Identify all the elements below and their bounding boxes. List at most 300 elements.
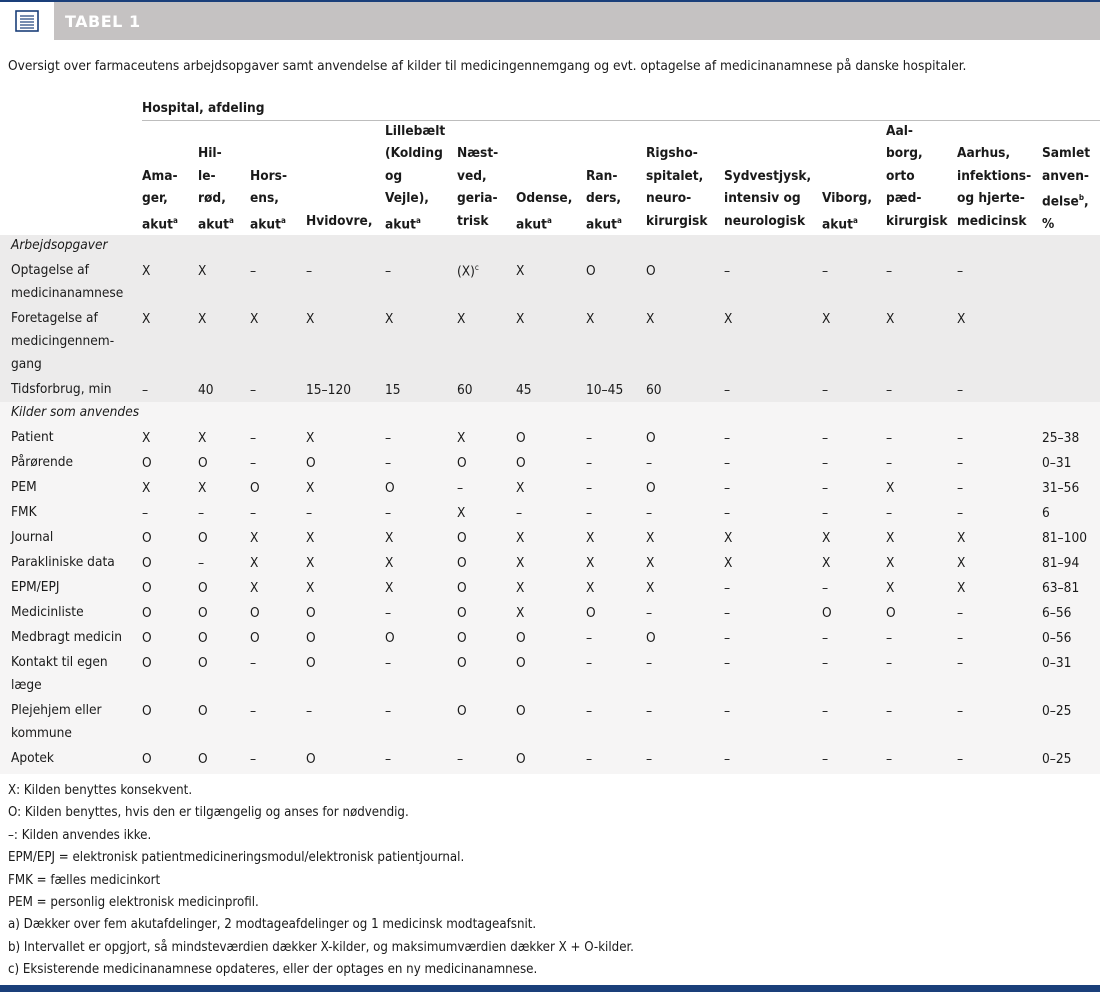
- table-cell: X: [516, 605, 525, 621]
- table-cell: X: [516, 530, 525, 546]
- table-cell: O: [586, 263, 596, 279]
- column-header-line: og hjerte-: [957, 190, 1025, 206]
- table-cell: X: [822, 555, 831, 571]
- row-label: [11, 426, 54, 449]
- table-cell: 81–94: [1042, 555, 1080, 571]
- table-cell: 0–25: [1042, 751, 1072, 767]
- table-cell: O: [306, 605, 316, 621]
- table-cell: –: [198, 555, 205, 571]
- table-cell: 15: [385, 382, 401, 398]
- column-header-line: akut$^a$: [142, 215, 178, 233]
- table-cell: –: [724, 430, 731, 446]
- table-cell: X: [646, 580, 655, 596]
- table-cell: X: [306, 555, 315, 571]
- table-cell: O: [457, 655, 467, 671]
- column-header-line: Lillebælt: [385, 122, 446, 139]
- table-cell: X: [250, 530, 259, 546]
- row-label-line: PEM: [11, 479, 37, 495]
- table-cell: X: [586, 580, 595, 596]
- table-cell: 0–31: [1042, 655, 1072, 671]
- table-cell: O: [142, 455, 152, 471]
- table-cell: O: [250, 605, 260, 621]
- table-cell: O: [457, 703, 467, 719]
- table-cell: –: [646, 751, 653, 767]
- table-cell: –: [142, 505, 149, 521]
- table-cell: O: [306, 655, 316, 671]
- table-cell: –: [957, 455, 964, 471]
- table-cell: –: [306, 263, 313, 279]
- row-label: [11, 378, 112, 401]
- table-cell: –: [586, 655, 593, 671]
- table-cell: –: [516, 505, 523, 521]
- table-cell: X: [250, 580, 259, 596]
- column-header: [306, 210, 373, 233]
- table-cell: –: [646, 455, 653, 471]
- table-cell: –: [886, 751, 893, 767]
- row-label: [11, 576, 59, 599]
- table-cell: –: [457, 751, 464, 767]
- table-cell: X: [457, 430, 466, 446]
- table-cell: –: [822, 655, 829, 671]
- footnote-marker: a: [616, 215, 622, 225]
- table-cell: 15–120: [306, 382, 352, 398]
- column-header-line: neuro-: [646, 190, 692, 206]
- table-cell: 60: [646, 382, 662, 398]
- table-cell: O: [886, 605, 896, 621]
- row-label: [11, 699, 102, 745]
- table-cell: O: [198, 605, 208, 621]
- column-header-line: neurologisk: [724, 212, 806, 229]
- table-cell: –: [957, 751, 964, 767]
- footnote-line: –: Kilden anvendes ikke.: [8, 827, 152, 843]
- column-header-line: orto: [886, 167, 915, 184]
- table-cell: O: [516, 703, 526, 719]
- column-header-line: Næst-: [457, 145, 499, 161]
- table-cell: –: [250, 505, 257, 521]
- table-cell: X: [886, 555, 895, 571]
- footnote-marker: a: [546, 215, 552, 225]
- column-header-line: intensiv og: [724, 190, 801, 206]
- footnote-marker: a: [415, 215, 421, 225]
- column-header-line: ens,: [250, 190, 279, 206]
- table-cell: X: [516, 480, 525, 496]
- column-header: [586, 165, 622, 236]
- table-cell: –: [822, 703, 829, 719]
- row-label-line: FMK: [11, 504, 37, 520]
- table-cell: X: [957, 555, 966, 571]
- column-header-line: kirurgisk: [646, 212, 708, 229]
- table-cell: O: [306, 630, 316, 646]
- table-cell: O: [646, 430, 656, 446]
- column-header-line: borg,: [886, 145, 923, 161]
- column-header-line: Aal-: [886, 122, 913, 139]
- table-cell: –: [822, 505, 829, 521]
- bottom-rule: [0, 985, 1100, 992]
- table-cell: X: [724, 530, 733, 546]
- table-cell: –: [385, 430, 392, 446]
- table-cell: X: [306, 430, 315, 446]
- footnote-line: X: Kilden benyttes konsekvent.: [8, 783, 193, 798]
- table-cell: –: [646, 703, 653, 719]
- table-cell: –: [385, 703, 392, 719]
- row-label-line: Kontakt til egen: [11, 654, 108, 670]
- table-cell: O: [250, 480, 260, 496]
- column-header-line: akut$^a$: [586, 215, 622, 233]
- table-cell: –: [724, 630, 731, 646]
- table-cell: X: [586, 311, 595, 327]
- column-header-line: rød,: [198, 190, 226, 206]
- table-cell: O: [385, 480, 395, 496]
- table-cell: O: [385, 630, 395, 646]
- table-cell: X: [516, 311, 525, 327]
- table-cell: X: [586, 555, 595, 571]
- table-cell: O: [142, 555, 152, 571]
- column-header-line: Viborg,: [822, 190, 873, 206]
- table-cell: O: [516, 751, 526, 767]
- column-header-line: pæd-: [886, 190, 922, 206]
- column-header: [646, 142, 707, 232]
- table-cell: –: [586, 430, 593, 446]
- table-cell: –: [306, 703, 313, 719]
- table-cell: –: [886, 263, 893, 279]
- table-cell: X: [250, 311, 259, 327]
- table-cell: 0–31: [1042, 455, 1072, 471]
- column-header-line: akut$^a$: [385, 215, 421, 233]
- table-cell: X: [516, 263, 525, 279]
- table-cell: X: [250, 555, 259, 571]
- column-header-line: Hvidovre,: [306, 212, 373, 229]
- table-cell: X: [957, 311, 966, 327]
- footnote-marker: c: [474, 263, 479, 272]
- table-cell: X: [142, 311, 151, 327]
- table-cell: X: [142, 263, 151, 279]
- row-label-line: kommune: [11, 725, 72, 741]
- table-cell: X: [516, 555, 525, 571]
- table-cell: –: [385, 605, 392, 621]
- table-cell: X: [886, 580, 895, 596]
- table-cell: 40: [198, 382, 214, 398]
- row-label-line: Foretagelse af: [11, 310, 98, 326]
- table-cell: X: [724, 555, 733, 571]
- table-cell: –: [822, 263, 829, 279]
- column-header-line: kirurgisk: [886, 212, 948, 229]
- column-header: [457, 142, 498, 232]
- table-cell: –: [457, 480, 464, 496]
- column-header-line: (Kolding: [385, 145, 443, 161]
- table-cell: X: [306, 311, 315, 327]
- table-cell: –: [957, 605, 964, 621]
- table-cell: X: [586, 530, 595, 546]
- footnote-line: a) Dækker over fem akutafdelinger, 2 modtageafdelinger og 1 medicinsk modtageafsnit.: [8, 917, 537, 933]
- table-cell: 31–56: [1042, 480, 1080, 496]
- table-cell: –: [385, 263, 392, 279]
- footnote-marker: a: [852, 215, 858, 225]
- table-cell: –: [957, 505, 964, 521]
- column-header-line: ders,: [586, 190, 622, 206]
- column-header: [886, 120, 947, 233]
- row-label-line: Journal: [11, 529, 54, 545]
- table-cell: –: [198, 505, 205, 521]
- table-cell: O: [306, 751, 316, 767]
- table-label: TABEL 1: [65, 12, 141, 31]
- table-cell: X: [886, 530, 895, 546]
- column-header-line: trisk: [457, 212, 489, 229]
- table-cell: O: [457, 630, 467, 646]
- column-header: [822, 187, 872, 236]
- footnote-line: b) Intervallet er opgjort, så mindsteværdien dækker X-kilder, og maksimumværdien dækker X + O-kilder.: [8, 939, 634, 955]
- column-header-line: delse$^b$,: [1042, 193, 1089, 210]
- footnote-line: EPM/EPJ = elektronisk patientmedicineringsmodul/elektronisk patientjournal.: [8, 850, 465, 866]
- row-label: [11, 451, 73, 474]
- row-label: [11, 501, 37, 524]
- table-cell: –: [250, 263, 257, 279]
- table-cell: 6–56: [1042, 605, 1072, 621]
- column-header-line: ger,: [142, 190, 168, 206]
- row-label-line: EPM/EPJ: [11, 579, 60, 595]
- table-cell: –: [886, 703, 893, 719]
- table-cell: O: [198, 630, 208, 646]
- column-header: [198, 142, 234, 236]
- table-cell: –: [646, 605, 653, 621]
- row-label-line: Pårørende: [11, 454, 74, 470]
- table-cell: –: [886, 455, 893, 471]
- table-cell: O: [516, 630, 526, 646]
- table-cell: –: [724, 655, 731, 671]
- table-cell: X: [198, 430, 207, 446]
- column-header-line: og: [385, 167, 403, 184]
- row-label-line: Medicinliste: [11, 604, 84, 620]
- table-cell: O: [457, 605, 467, 621]
- row-label: [11, 626, 122, 649]
- table-cell: O: [250, 630, 260, 646]
- column-header-line: Vejle),: [385, 190, 429, 206]
- table-cell: –: [822, 455, 829, 471]
- table-cell: –: [646, 505, 653, 521]
- group-header: Hospital, afdeling: [142, 100, 265, 116]
- column-header-line: Hors-: [250, 167, 288, 184]
- table-cell: 63–81: [1042, 580, 1080, 596]
- table-cell: –: [385, 505, 392, 521]
- table-cell: –: [646, 655, 653, 671]
- table-cell: X: [646, 311, 655, 327]
- table-cell: –: [957, 655, 964, 671]
- table-cell: O: [457, 530, 467, 546]
- column-header-line: akut$^a$: [822, 215, 858, 233]
- column-header-line: Samlet: [1042, 145, 1091, 161]
- table-cell: –: [724, 703, 731, 719]
- table-cell: –: [724, 580, 731, 596]
- table-cell: –: [957, 630, 964, 646]
- table-cell: O: [142, 655, 152, 671]
- table-cell: O: [516, 455, 526, 471]
- column-header-line: Sydvestjysk,: [724, 167, 812, 184]
- section-title: Arbejdsopgaver: [11, 237, 108, 253]
- table-cell: O: [646, 630, 656, 646]
- footnote-line: c) Eksisterende medicinanamnese opdateres, eller der optages en ny medicinanamnese.: [8, 962, 538, 978]
- table-cell: X: [886, 480, 895, 496]
- table-cell: O: [142, 703, 152, 719]
- table-caption: Oversigt over farmaceutens arbejdsopgaver samt anvendelse af kilder til medicingennemgang og evt. optagelse af medicinanamnese på danske hospitaler.: [8, 58, 967, 74]
- table-cell: X: [457, 311, 466, 327]
- table-cell: –: [250, 655, 257, 671]
- section-title: Kilder som anvendes: [11, 404, 140, 420]
- column-header-line: %: [1042, 216, 1055, 233]
- table-cell: –: [385, 455, 392, 471]
- table-cell: O: [142, 751, 152, 767]
- table-cell: X: [306, 580, 315, 596]
- table-cell: –: [586, 480, 593, 496]
- table-cell: –: [586, 455, 593, 471]
- table-cell: –: [886, 630, 893, 646]
- table-cell: –: [586, 703, 593, 719]
- table-cell: –: [886, 655, 893, 671]
- row-label: [11, 747, 54, 770]
- table-cell: X: [385, 530, 394, 546]
- row-label-line: Parakliniske data: [11, 554, 115, 570]
- table-cell: –: [306, 505, 313, 521]
- table-cell: X: [646, 530, 655, 546]
- row-label-line: Tidsforbrug, min: [11, 381, 112, 397]
- table-cell: X: [457, 505, 466, 521]
- table-cell: X: [198, 263, 207, 279]
- table-cell: –: [822, 382, 829, 398]
- column-header-line: geria-: [457, 190, 498, 206]
- table-cell: O: [457, 455, 467, 471]
- column-header-line: Odense,: [516, 190, 573, 206]
- table-cell: O: [198, 455, 208, 471]
- table-cell: O: [516, 430, 526, 446]
- table-cell: X: [385, 311, 394, 327]
- table-cell: 60: [457, 382, 473, 398]
- table-cell: 25–38: [1042, 430, 1080, 446]
- row-label-line: Plejehjem eller: [11, 702, 102, 718]
- table-cell: –: [586, 505, 593, 521]
- row-label-line: Medbragt medicin: [11, 629, 123, 645]
- table-cell: X: [142, 430, 151, 446]
- column-header: [1042, 142, 1090, 236]
- table-cell: –: [724, 605, 731, 621]
- column-header-line: Aarhus,: [957, 145, 1011, 161]
- table-cell: –: [385, 751, 392, 767]
- table-cell: –: [957, 430, 964, 446]
- table-cell: [457, 263, 479, 280]
- table-cell: –: [886, 505, 893, 521]
- table-cell: –: [822, 430, 829, 446]
- table-cell: O: [198, 703, 208, 719]
- table-cell: 10–45: [586, 382, 624, 398]
- table-cell: O: [198, 751, 208, 767]
- table-cell: –: [586, 751, 593, 767]
- table-cell: –: [724, 455, 731, 471]
- table-cell: O: [457, 555, 467, 571]
- column-header-suffix: ,: [1083, 193, 1089, 210]
- table-cell: X: [385, 555, 394, 571]
- row-label: [11, 259, 123, 305]
- table-cell: X: [886, 311, 895, 327]
- table-cell: O: [198, 580, 208, 596]
- table-cell: X: [198, 480, 207, 496]
- footnote-marker: a: [280, 215, 286, 225]
- column-header-line: Ama-: [142, 167, 178, 184]
- column-header: [957, 142, 1031, 232]
- table-cell: 81–100: [1042, 530, 1088, 546]
- table-cell: –: [724, 751, 731, 767]
- table-cell: O: [822, 605, 832, 621]
- footnote-marker: a: [228, 215, 234, 225]
- table-cell: X: [306, 530, 315, 546]
- table-cell: 6: [1042, 505, 1050, 521]
- table-cell: O: [142, 630, 152, 646]
- column-header-line: medicinsk: [957, 212, 1027, 229]
- column-header-line: le-: [198, 167, 216, 184]
- row-label-line: læge: [11, 677, 42, 693]
- table-cell: O: [306, 455, 316, 471]
- table-cell: O: [198, 655, 208, 671]
- table-cell: O: [142, 580, 152, 596]
- footnotes: [8, 780, 1098, 982]
- footnote-line: PEM = personlig elektronisk medicinprofil.: [8, 895, 259, 911]
- table-cell: –: [957, 480, 964, 496]
- column-header: [142, 165, 178, 236]
- table-cell: X: [957, 530, 966, 546]
- table-cell: 45: [516, 382, 532, 398]
- column-header: [724, 165, 811, 233]
- column-header: [516, 187, 572, 236]
- table-cell: –: [724, 263, 731, 279]
- table-cell: X: [142, 480, 151, 496]
- column-header: [385, 120, 445, 236]
- row-label: [11, 551, 115, 574]
- table-cell: X: [957, 580, 966, 596]
- column-header-line: akut$^a$: [198, 215, 234, 233]
- table-cell: –: [957, 703, 964, 719]
- table-cell: O: [646, 480, 656, 496]
- footnote-line: FMK = fælles medicinkort: [8, 872, 161, 888]
- table-cell: O: [198, 530, 208, 546]
- table-cell: X: [724, 311, 733, 327]
- table-cell-value: (X): [457, 263, 475, 280]
- row-label: [11, 307, 114, 376]
- row-label: [11, 476, 37, 499]
- table-cell: 0–56: [1042, 630, 1072, 646]
- table-cell: –: [250, 382, 257, 398]
- column-header-line: anven-: [1042, 167, 1090, 184]
- column-header-line: ved,: [457, 167, 487, 184]
- table-cell: X: [198, 311, 207, 327]
- table-cell: –: [822, 751, 829, 767]
- table-cell: –: [724, 480, 731, 496]
- table-cell: X: [306, 480, 315, 496]
- row-label-line: Optagelse af: [11, 262, 89, 278]
- table-cell: –: [142, 382, 149, 398]
- column-header-line: Rigsho-: [646, 145, 698, 161]
- row-label-line: Patient: [11, 429, 54, 445]
- footnote-marker: a: [172, 215, 178, 225]
- table-cell: X: [516, 580, 525, 596]
- column-header-line: spitalet,: [646, 167, 704, 184]
- row-label: [11, 601, 84, 624]
- table-cell: –: [886, 382, 893, 398]
- table-cell: 0–25: [1042, 703, 1072, 719]
- table-cell: –: [586, 630, 593, 646]
- table-cell: O: [457, 580, 467, 596]
- table-cell: –: [822, 480, 829, 496]
- table-cell: X: [385, 580, 394, 596]
- column-header-line: infektions-: [957, 167, 1032, 184]
- column-header-line: akut$^a$: [516, 215, 552, 233]
- table-cell: –: [385, 655, 392, 671]
- table-cell: –: [822, 630, 829, 646]
